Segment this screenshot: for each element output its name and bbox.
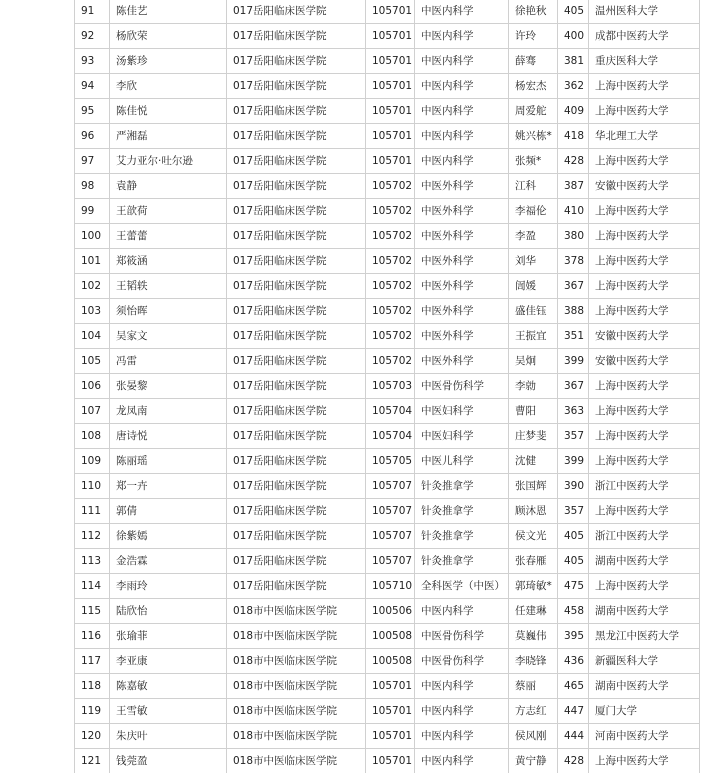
undergraduate-school-cell: 上海中医药大学 (589, 249, 700, 274)
table-row (75, 649, 700, 674)
undergraduate-school-cell: 上海中医药大学 (589, 274, 700, 299)
undergraduate-school-cell: 温州医科大学 (589, 0, 700, 24)
undergraduate-school-cell: 上海中医药大学 (589, 299, 700, 324)
supervisor-cell: 莫巍伟 (509, 624, 558, 649)
table-row (75, 699, 700, 724)
undergraduate-school-cell: 安徽中医药大学 (589, 174, 700, 199)
major-code-cell: 105707 (366, 474, 415, 499)
table-row (75, 24, 700, 49)
major-name-cell: 中医内科学 (415, 124, 509, 149)
supervisor-cell: 李勍 (509, 374, 558, 399)
major-name-cell: 针灸推拿学 (415, 499, 509, 524)
supervisor-cell: 李盈 (509, 224, 558, 249)
table-row (75, 474, 700, 499)
major-code-cell: 105707 (366, 524, 415, 549)
major-name-cell: 中医内科学 (415, 0, 509, 24)
row-number-cell: 102 (75, 274, 110, 299)
major-name-cell: 中医内科学 (415, 674, 509, 699)
undergraduate-school-cell: 浙江中医药大学 (589, 474, 700, 499)
undergraduate-school-cell: 上海中医药大学 (589, 99, 700, 124)
undergraduate-school-cell: 上海中医药大学 (589, 749, 700, 773)
major-code-cell: 105702 (366, 174, 415, 199)
table-row (75, 674, 700, 699)
student-name-cell: 王蕾蕾 (110, 224, 227, 249)
score-cell: 405 (558, 524, 589, 549)
score-cell: 436 (558, 649, 589, 674)
supervisor-cell: 侯风刚 (509, 724, 558, 749)
major-code-cell: 105701 (366, 149, 415, 174)
major-name-cell: 全科医学（中医） (415, 574, 509, 599)
row-number-cell: 107 (75, 399, 110, 424)
table-row (75, 749, 700, 773)
major-name-cell: 中医内科学 (415, 24, 509, 49)
table-row (75, 424, 700, 449)
table-row (75, 499, 700, 524)
table-row (75, 124, 700, 149)
score-cell: 399 (558, 449, 589, 474)
major-code-cell: 105702 (366, 199, 415, 224)
student-name-cell: 郑筱涵 (110, 249, 227, 274)
table-row (75, 299, 700, 324)
row-number-cell: 109 (75, 449, 110, 474)
undergraduate-school-cell: 上海中医药大学 (589, 574, 700, 599)
major-name-cell: 针灸推拿学 (415, 549, 509, 574)
row-number-cell: 96 (75, 124, 110, 149)
major-code-cell: 105701 (366, 99, 415, 124)
student-name-cell: 金浩霖 (110, 549, 227, 574)
undergraduate-school-cell: 河南中医药大学 (589, 724, 700, 749)
college-cell: 018市中医临床医学院 (227, 699, 366, 724)
college-cell: 017岳阳临床医学院 (227, 124, 366, 149)
major-code-cell: 100506 (366, 599, 415, 624)
supervisor-cell: 刘华 (509, 249, 558, 274)
supervisor-cell: 张频* (509, 149, 558, 174)
major-name-cell: 中医外科学 (415, 324, 509, 349)
undergraduate-school-cell: 华北理工大学 (589, 124, 700, 149)
major-name-cell: 中医外科学 (415, 249, 509, 274)
score-cell: 458 (558, 599, 589, 624)
row-number-cell: 97 (75, 149, 110, 174)
row-number-cell: 100 (75, 224, 110, 249)
undergraduate-school-cell: 厦门大学 (589, 699, 700, 724)
student-name-cell: 陈佳艺 (110, 0, 227, 24)
major-name-cell: 中医内科学 (415, 74, 509, 99)
major-name-cell: 中医内科学 (415, 149, 509, 174)
major-name-cell: 中医内科学 (415, 49, 509, 74)
score-cell: 405 (558, 549, 589, 574)
table-row (75, 399, 700, 424)
student-name-cell: 王韬轶 (110, 274, 227, 299)
admissions-table-body (75, 0, 700, 773)
college-cell: 017岳阳临床医学院 (227, 249, 366, 274)
score-cell: 367 (558, 274, 589, 299)
row-number-cell: 121 (75, 749, 110, 773)
major-code-cell: 105707 (366, 549, 415, 574)
row-number-cell: 115 (75, 599, 110, 624)
supervisor-cell: 庄梦斐 (509, 424, 558, 449)
score-cell: 428 (558, 749, 589, 773)
score-cell: 367 (558, 374, 589, 399)
student-name-cell: 钱莞盈 (110, 749, 227, 773)
college-cell: 018市中医临床医学院 (227, 599, 366, 624)
supervisor-cell: 黄宁静 (509, 749, 558, 773)
table-row (75, 274, 700, 299)
major-code-cell: 100508 (366, 649, 415, 674)
college-cell: 017岳阳临床医学院 (227, 524, 366, 549)
major-name-cell: 中医内科学 (415, 724, 509, 749)
major-code-cell: 105703 (366, 374, 415, 399)
table-row (75, 549, 700, 574)
supervisor-cell: 李晓锋 (509, 649, 558, 674)
undergraduate-school-cell: 上海中医药大学 (589, 499, 700, 524)
row-number-cell: 116 (75, 624, 110, 649)
supervisor-cell: 王振宜 (509, 324, 558, 349)
score-cell: 428 (558, 149, 589, 174)
table-row (75, 249, 700, 274)
table-row (75, 224, 700, 249)
supervisor-cell: 盛佳钰 (509, 299, 558, 324)
major-code-cell: 105702 (366, 324, 415, 349)
student-name-cell: 李欣 (110, 74, 227, 99)
student-name-cell: 李亚康 (110, 649, 227, 674)
major-name-cell: 中医外科学 (415, 349, 509, 374)
supervisor-cell: 郭琦敏* (509, 574, 558, 599)
supervisor-cell: 吴炯 (509, 349, 558, 374)
supervisor-cell: 江科 (509, 174, 558, 199)
major-name-cell: 针灸推拿学 (415, 474, 509, 499)
score-cell: 410 (558, 199, 589, 224)
college-cell: 018市中医临床医学院 (227, 624, 366, 649)
student-name-cell: 郭倩 (110, 499, 227, 524)
table-row (75, 624, 700, 649)
major-name-cell: 中医内科学 (415, 699, 509, 724)
table-row (75, 324, 700, 349)
row-number-cell: 103 (75, 299, 110, 324)
major-code-cell: 105704 (366, 399, 415, 424)
undergraduate-school-cell: 湖南中医药大学 (589, 674, 700, 699)
table-row (75, 524, 700, 549)
score-cell: 357 (558, 499, 589, 524)
student-name-cell: 严湘磊 (110, 124, 227, 149)
score-cell: 363 (558, 399, 589, 424)
table-row (75, 149, 700, 174)
table-row (75, 74, 700, 99)
student-name-cell: 陈佳悦 (110, 99, 227, 124)
row-number-cell: 95 (75, 99, 110, 124)
table-row (75, 49, 700, 74)
college-cell: 018市中医临床医学院 (227, 749, 366, 773)
major-name-cell: 中医骨伤科学 (415, 624, 509, 649)
undergraduate-school-cell: 湖南中医药大学 (589, 599, 700, 624)
major-name-cell: 中医儿科学 (415, 449, 509, 474)
college-cell: 017岳阳临床医学院 (227, 349, 366, 374)
student-name-cell: 李雨玲 (110, 574, 227, 599)
score-cell: 357 (558, 424, 589, 449)
row-number-cell: 112 (75, 524, 110, 549)
college-cell: 018市中医临床医学院 (227, 674, 366, 699)
major-code-cell: 105701 (366, 24, 415, 49)
major-code-cell: 105702 (366, 224, 415, 249)
major-name-cell: 中医外科学 (415, 299, 509, 324)
undergraduate-school-cell: 安徽中医药大学 (589, 324, 700, 349)
undergraduate-school-cell: 上海中医药大学 (589, 199, 700, 224)
student-name-cell: 唐诗悦 (110, 424, 227, 449)
college-cell: 017岳阳临床医学院 (227, 499, 366, 524)
college-cell: 017岳阳临床医学院 (227, 374, 366, 399)
row-number-cell: 91 (75, 0, 110, 24)
score-cell: 387 (558, 174, 589, 199)
student-name-cell: 陈嘉敏 (110, 674, 227, 699)
supervisor-cell: 曹阳 (509, 399, 558, 424)
major-code-cell: 105701 (366, 749, 415, 773)
college-cell: 017岳阳临床医学院 (227, 324, 366, 349)
table-row (75, 99, 700, 124)
undergraduate-school-cell: 上海中医药大学 (589, 399, 700, 424)
college-cell: 018市中医临床医学院 (227, 649, 366, 674)
college-cell: 017岳阳临床医学院 (227, 424, 366, 449)
student-name-cell: 吴家文 (110, 324, 227, 349)
undergraduate-school-cell: 上海中医药大学 (589, 449, 700, 474)
row-number-cell: 104 (75, 324, 110, 349)
score-cell: 380 (558, 224, 589, 249)
student-name-cell: 郑一卉 (110, 474, 227, 499)
major-code-cell: 105707 (366, 499, 415, 524)
undergraduate-school-cell: 上海中医药大学 (589, 224, 700, 249)
score-cell: 444 (558, 724, 589, 749)
major-name-cell: 中医妇科学 (415, 424, 509, 449)
score-cell: 465 (558, 674, 589, 699)
row-number-cell: 106 (75, 374, 110, 399)
student-name-cell: 须怡晖 (110, 299, 227, 324)
supervisor-cell: 张春雁 (509, 549, 558, 574)
undergraduate-school-cell: 新疆医科大学 (589, 649, 700, 674)
undergraduate-school-cell: 上海中医药大学 (589, 149, 700, 174)
row-number-cell: 118 (75, 674, 110, 699)
table-row (75, 574, 700, 599)
major-name-cell: 中医外科学 (415, 274, 509, 299)
undergraduate-school-cell: 湖南中医药大学 (589, 549, 700, 574)
student-name-cell: 张晏黎 (110, 374, 227, 399)
supervisor-cell: 张国辉 (509, 474, 558, 499)
score-cell: 418 (558, 124, 589, 149)
major-code-cell: 100508 (366, 624, 415, 649)
supervisor-cell: 杨宏杰 (509, 74, 558, 99)
major-code-cell: 105710 (366, 574, 415, 599)
supervisor-cell: 蔡丽 (509, 674, 558, 699)
row-number-cell: 93 (75, 49, 110, 74)
score-cell: 390 (558, 474, 589, 499)
row-number-cell: 110 (75, 474, 110, 499)
supervisor-cell: 李福伦 (509, 199, 558, 224)
row-number-cell: 114 (75, 574, 110, 599)
table-row (75, 599, 700, 624)
row-number-cell: 117 (75, 649, 110, 674)
major-code-cell: 105701 (366, 49, 415, 74)
table-row (75, 174, 700, 199)
college-cell: 017岳阳临床医学院 (227, 224, 366, 249)
score-cell: 388 (558, 299, 589, 324)
major-name-cell: 中医内科学 (415, 99, 509, 124)
student-name-cell: 冯雷 (110, 349, 227, 374)
score-cell: 351 (558, 324, 589, 349)
major-code-cell: 105701 (366, 74, 415, 99)
supervisor-cell: 薛骞 (509, 49, 558, 74)
major-name-cell: 中医内科学 (415, 599, 509, 624)
undergraduate-school-cell: 上海中医药大学 (589, 374, 700, 399)
major-code-cell: 105702 (366, 249, 415, 274)
college-cell: 017岳阳临床医学院 (227, 49, 366, 74)
score-cell: 399 (558, 349, 589, 374)
supervisor-cell: 顾沐恩 (509, 499, 558, 524)
major-code-cell: 105702 (366, 349, 415, 374)
row-number-cell: 94 (75, 74, 110, 99)
table-row (75, 349, 700, 374)
student-name-cell: 陈丽瑶 (110, 449, 227, 474)
supervisor-cell: 周爱舵 (509, 99, 558, 124)
table-row (75, 374, 700, 399)
table-row (75, 724, 700, 749)
college-cell: 017岳阳临床医学院 (227, 99, 366, 124)
major-name-cell: 中医妇科学 (415, 399, 509, 424)
student-name-cell: 王歆荷 (110, 199, 227, 224)
supervisor-cell: 訚媛 (509, 274, 558, 299)
row-number-cell: 101 (75, 249, 110, 274)
college-cell: 017岳阳临床医学院 (227, 449, 366, 474)
student-name-cell: 朱庆叶 (110, 724, 227, 749)
undergraduate-school-cell: 上海中医药大学 (589, 424, 700, 449)
major-code-cell: 105702 (366, 274, 415, 299)
row-number-cell: 120 (75, 724, 110, 749)
undergraduate-school-cell: 浙江中医药大学 (589, 524, 700, 549)
student-name-cell: 杨欣荣 (110, 24, 227, 49)
college-cell: 018市中医临床医学院 (227, 724, 366, 749)
student-name-cell: 汤紫珍 (110, 49, 227, 74)
score-cell: 475 (558, 574, 589, 599)
major-name-cell: 中医骨伤科学 (415, 374, 509, 399)
undergraduate-school-cell: 成都中医药大学 (589, 24, 700, 49)
student-name-cell: 艾力亚尔·吐尔逊 (110, 149, 227, 174)
row-number-cell: 98 (75, 174, 110, 199)
undergraduate-school-cell: 上海中医药大学 (589, 74, 700, 99)
score-cell: 381 (558, 49, 589, 74)
college-cell: 017岳阳临床医学院 (227, 399, 366, 424)
student-name-cell: 陆欣怡 (110, 599, 227, 624)
row-number-cell: 119 (75, 699, 110, 724)
admissions-table (74, 0, 700, 773)
college-cell: 017岳阳临床医学院 (227, 299, 366, 324)
table-row (75, 449, 700, 474)
score-cell: 405 (558, 0, 589, 24)
college-cell: 017岳阳临床医学院 (227, 199, 366, 224)
supervisor-cell: 方志红 (509, 699, 558, 724)
college-cell: 017岳阳临床医学院 (227, 274, 366, 299)
college-cell: 017岳阳临床医学院 (227, 549, 366, 574)
row-number-cell: 92 (75, 24, 110, 49)
supervisor-cell: 姚兴栋* (509, 124, 558, 149)
student-name-cell: 龙凤南 (110, 399, 227, 424)
college-cell: 017岳阳临床医学院 (227, 74, 366, 99)
student-name-cell: 袁静 (110, 174, 227, 199)
score-cell: 447 (558, 699, 589, 724)
score-cell: 378 (558, 249, 589, 274)
major-name-cell: 中医外科学 (415, 199, 509, 224)
row-number-cell: 99 (75, 199, 110, 224)
undergraduate-school-cell: 黑龙江中医药大学 (589, 624, 700, 649)
student-name-cell: 张瑜菲 (110, 624, 227, 649)
student-name-cell: 王雪敏 (110, 699, 227, 724)
major-code-cell: 105701 (366, 724, 415, 749)
college-cell: 017岳阳临床医学院 (227, 474, 366, 499)
major-code-cell: 105705 (366, 449, 415, 474)
score-cell: 362 (558, 74, 589, 99)
supervisor-cell: 任建琳 (509, 599, 558, 624)
table-row (75, 199, 700, 224)
supervisor-cell: 徐艳秋 (509, 0, 558, 24)
table-row (75, 0, 700, 24)
major-name-cell: 中医骨伤科学 (415, 649, 509, 674)
undergraduate-school-cell: 安徽中医药大学 (589, 349, 700, 374)
score-cell: 409 (558, 99, 589, 124)
student-name-cell: 徐紫嫣 (110, 524, 227, 549)
row-number-cell: 111 (75, 499, 110, 524)
college-cell: 017岳阳临床医学院 (227, 149, 366, 174)
major-name-cell: 中医外科学 (415, 224, 509, 249)
major-code-cell: 105701 (366, 124, 415, 149)
major-name-cell: 针灸推拿学 (415, 524, 509, 549)
major-name-cell: 中医外科学 (415, 174, 509, 199)
score-cell: 400 (558, 24, 589, 49)
major-code-cell: 105701 (366, 674, 415, 699)
major-code-cell: 105701 (366, 0, 415, 24)
college-cell: 017岳阳临床医学院 (227, 574, 366, 599)
college-cell: 017岳阳临床医学院 (227, 24, 366, 49)
supervisor-cell: 沈健 (509, 449, 558, 474)
major-name-cell: 中医内科学 (415, 749, 509, 773)
row-number-cell: 105 (75, 349, 110, 374)
row-number-cell: 108 (75, 424, 110, 449)
supervisor-cell: 侯文光 (509, 524, 558, 549)
supervisor-cell: 许玲 (509, 24, 558, 49)
major-code-cell: 105704 (366, 424, 415, 449)
major-code-cell: 105701 (366, 699, 415, 724)
undergraduate-school-cell: 重庆医科大学 (589, 49, 700, 74)
row-number-cell: 113 (75, 549, 110, 574)
college-cell: 017岳阳临床医学院 (227, 0, 366, 24)
college-cell: 017岳阳临床医学院 (227, 174, 366, 199)
major-code-cell: 105702 (366, 299, 415, 324)
score-cell: 395 (558, 624, 589, 649)
